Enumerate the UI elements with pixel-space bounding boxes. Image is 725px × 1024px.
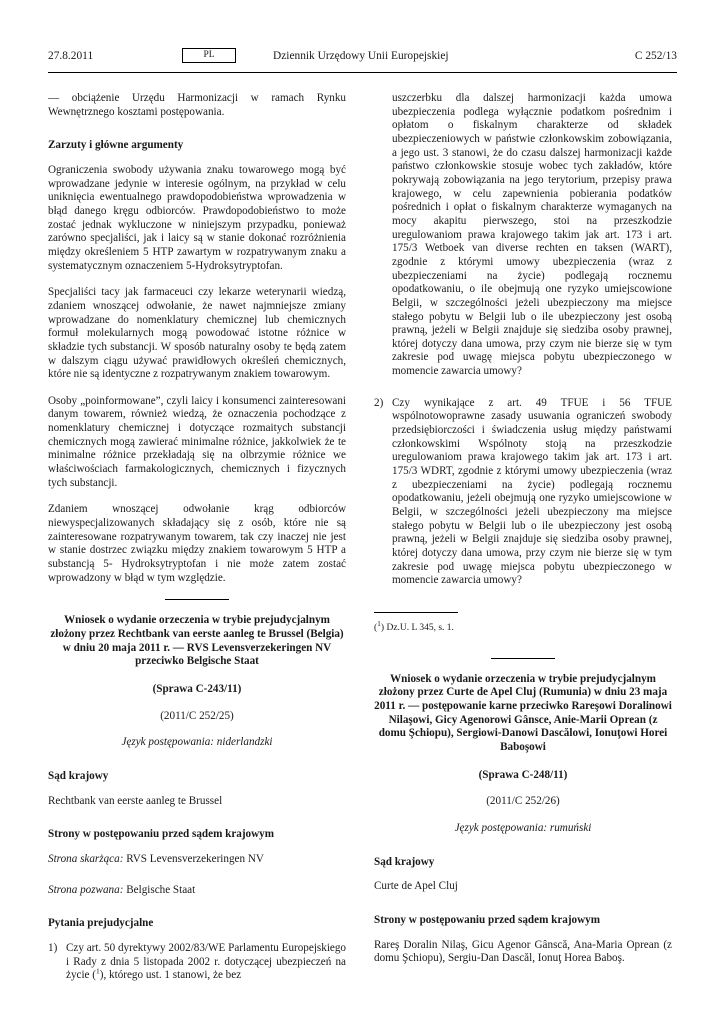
question-1 [48,942,346,983]
language-badge: PL [182,48,236,63]
question-2-text: Czy wynikające z art. 49 TFUE i 56 TFUE wspólnotowoprawne zasady usuwania ograniczeń swobody przedsiębiorczości i świadczenia usług między państwami członkowskimi Wspólnoty stoją na przeszkodzie uregulowaniom prawa krajowego takim jak art. 173 i art. 175/3 WDRT, zgodnie z którymi umowy ubezpieczenia (wraz z ubezpieczeniami na życie) podlegają rocznemu opodatkowaniu, jeżeli obejmują one ryzyko umiejscowione w Belgii, w szczególności jeżeli ubezpieczony ma miejsce stałego pobytu w Belgii lub o ile ubezpieczony jest osobą prawną, jeżeli w Belgii znajduje się siedziba osoby prawnej, której dotyczy dana umowa, przy czym nie bierze się w tym zakresie pod uwagę miejsca pobytu ubezpieczonego w momencie zawarcia umowy? [392,396,672,587]
court-heading: Sąd krajowy [374,855,435,868]
question-2-number: 2) [374,396,384,409]
footnote-rule [374,612,458,613]
arguments-paragraph-4: Zdaniem wnoszącej odwołanie krąg odbiorców niewyspecjalizowanych składający się z osób, które nie są zainteresowane rozpatrywanym towarem, tak czy inaczej nie jest w stanie dostrzec związku między znakiem towarowym 5 HTP a substancją 5- Hydroksytryptofan i nie może zatem zostać wprowadzony w błąd w tym względzie. [48,503,346,584]
question-2 [374,397,672,588]
procedure-language: Język postępowania: niderlandzki [121,736,273,749]
journal-title: Dziennik Urzędowy Unii Europejskiej [273,50,449,62]
oj-reference: (2011/C 252/26) [486,795,560,808]
questions-heading: Pytania prejudycjalne [48,917,154,930]
oj-reference: (2011/C 252/25) [160,709,234,722]
footnote: ($^1$) Dz.U. L 345, s. 1. [374,618,454,633]
court-heading: Sąd krajowy [48,769,109,782]
footnote-number: 1 [377,618,381,628]
parties-heading: Strony w postępowaniu przed sądem krajowym [374,913,601,926]
applicant-value: RVS Levensverzekeringen NV [126,852,264,865]
footnote-text: Dz.U. L 345, s. 1. [384,622,454,633]
question-1-text [66,942,346,983]
defendant-line [48,884,346,898]
question-1-continued-text: uszczerbku dla dalszej harmonizacji każda umowa ubezpieczenia podlega wyłącznie podatkom pośrednim i opłatom o fiskalnym charakterze od składek ubezpieczeniowych w państwie członkowskim zobowiązania, a jego ust. 3 stanowi, że do czasu dalszej harmonizacji każde państwo członkowskie stosuje wobec tych zakładów, które pokrywają zobowiązania na jego terytorium, przepisy prawa krajowego, w celu zapewnienia pobierania podatków pośrednich i opłat o fiskalnym charakterze wymaganych na mocy akapitu pierwszego, stoi na przeszkodzie uregulowaniom prawa krajowego takim jak art. 173 i art. 175/3 Wetboek van diverse rechten en taksen (WART), zgodnie z którymi umowy ubezpieczenia (wraz z ubezpieczeniami na życie) podlegają rocznemu opodatkowaniu, o ile obejmują one ryzyko umiejscowione Belgii, w szczególności jeżeli ubezpieczony ma miejsce stałego pobytu w Belgii lub o ile ubezpieczony jest osobą prawną, jeżeli w Belgii znajduje się siedziba osoby prawnej, której dotyczy dana umowa, przy czym nie bierze się w tym zakresie pod uwagę miejsca pobytu ubezpieczonego w momencie zawarcia umowy? [392,92,672,378]
section-separator [491,658,555,659]
dash-list-item [48,92,346,119]
footnote-ref: 1 [96,966,100,976]
arguments-paragraph-2: Specjaliści tacy jak farmaceuci czy lekarze weterynarii wiedzą, zdaniem wnoszącej odwołanie, że nawet najmniejsze zmiany wprowadzane do nomenklatury chemicznej lub chemicznych formuł molekularnych mogą powodować istotne różnice w składzie tych substancji. W sposób naturalny osoby te będą zatem w dalszym ciągu używać prawidłowych określeń chemicznych, które nie są identyczne z rozpatrywanym znakiem towarowym. [48,286,346,381]
parties-heading: Strony w postępowaniu przed sądem krajowym [48,828,275,841]
question-1-text-start: Czy art. 50 dyrektywy 2002/83/WE Parlamentu Europejskiego i Rady z dnia 5 listopada 2002 r. dotyczącej ubezpieczeń na życie ( [66,941,347,982]
applicant-label: Strona skarżąca: [48,852,124,865]
arguments-paragraph-1: Ograniczenia swobody używania znaku towarowego mogą być wprowadzane jedynie w interesie ogólnym, na przykład w celu uniknięcia ewentualnego prawdopodobieństwa wprowadzenia w błąd danego kręgu odbiorców. Prawdopodobieństwo to może zostać jednak wykluczone w niniejszym przypadku, ponieważ zarówno specjaliści, jak i laicy są w stanie dokonać rozróżnienia między określeniem 5 HTP zawartym w rozpatrywanym znaku a systematycznym oznaczeniem 5-Hydroksytryptofan. [48,163,346,272]
page-header [48,46,677,73]
procedure-language: Język postępowania: rumuński [454,821,592,834]
defendant-label: Strona pozwana: [48,883,124,896]
right-column [374,92,672,966]
court-name: Rechtbank van eerste aanleg te Brussel [48,794,223,807]
question-1-continued [374,92,672,379]
case-number: (Sprawa C-248/11) [478,768,568,781]
case-number: (Sprawa C-243/11) [152,682,242,695]
court-name: Curte de Apel Cluj [374,880,458,893]
question-1-text-end: ), którego ust. 1 stanowi, że bez [99,969,242,982]
section-separator [165,599,229,600]
case-title: Wniosek o wydanie orzeczenia w trybie prejudycjalnym złożony przez Rechtbank van eerste aanleg te Brussel (Belgia) w dniu 20 maja 2011 r. — RVS Levensverzekeringen NV przeciwko Belgische Staat [50,614,344,668]
publication-date: 27.8.2011 [48,50,94,62]
arguments-heading: Zarzuty i główne argumenty [48,139,184,152]
parties-text: Rareş Doralin Nilaş, Gicu Agenor Gânscă, Ana-Maria Oprean (z domu Şchiopu), Sergiu-Dan Dascăl, Ionuţ Horea Baboş. [374,938,672,965]
question-1-number: 1) [48,941,58,954]
page-reference: C 252/13 [634,50,677,62]
case-title: Wniosek o wydanie orzeczenia w trybie prejudycjalnym złożony przez Curte de Apel Cluj (Rumunia) w dniu 23 maja 2011 r. — postępowanie karne przeciwko Rareşowi Doralinowi Nilaşowi, Gicy Agenorowi Gânsce, Anie-Marii Oprean (z domu Şchiopu), Sergiowi-Danowi Dascălowi, Ionuţowi Horei Baboşowi [374,672,672,753]
defendant-value: Belgische Staat [126,883,196,896]
arguments-paragraph-3: Osoby „poinformowane”, czyli laicy i konsumenci zainteresowani danym towarem, również wiedzą, że oznaczenia pochodzące z nomenklatury chemicznej i dotyczące rozmaitych substancji chemicznych mogą zawierać minimalne różnice, jakkolwiek że te minimalne różnice przekładają się na olbrzymie różnice we właściwościach farmakologicznych, chemicznych i fizycznych tych substancji. [48,394,346,489]
applicant-line [48,853,346,867]
left-column [48,92,346,983]
dash-item-text: — obciążenie Urzędu Harmonizacji w ramach Rynku Wewnętrznego kosztami postępowania. [48,92,346,118]
